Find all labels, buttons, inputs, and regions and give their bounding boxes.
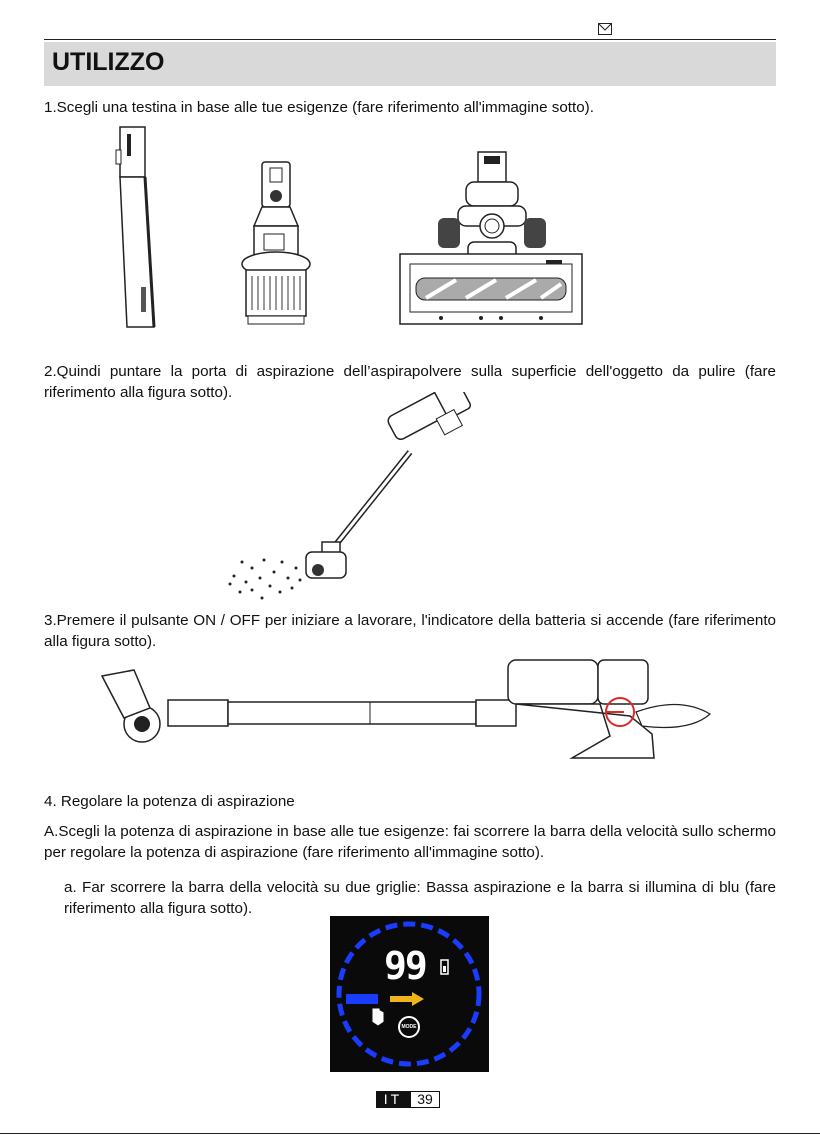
footer-rule xyxy=(0,1133,820,1134)
speed-bar-low xyxy=(346,994,368,1004)
step-2-text: 2.Quindi puntare la porta di aspirazione dell’aspirapolvere sulla superficie dell'oggetto da pulire (fare riferimento alla figura sotto). xyxy=(44,363,776,401)
step-4-text: 4. Regolare la potenza di aspirazione xyxy=(44,793,295,810)
display-value: 99 xyxy=(384,944,426,988)
envelope-icon xyxy=(598,23,612,35)
hand-pointer-icon xyxy=(372,1008,384,1026)
floor-brush-illustration xyxy=(396,150,586,330)
speed-bar-arrow xyxy=(390,996,412,1002)
power-button-illustration xyxy=(90,656,730,768)
page-number-value: 39 xyxy=(410,1091,440,1108)
crevice-tool-illustration xyxy=(110,122,165,332)
vacuum-cleaning-illustration xyxy=(222,392,502,604)
step-3-text: 3.Premere il pulsante ON / OFF per iniziare a lavorare, l'indicatore della batteria si accende (fare riferimento alla figura sotto). xyxy=(44,612,776,650)
language-code: IT xyxy=(376,1091,410,1108)
section-title: UTILIZZO xyxy=(52,48,165,76)
display-ring xyxy=(330,916,489,1072)
mode-icon: MODE xyxy=(398,1016,420,1038)
header-rule xyxy=(44,39,776,40)
speed-display-image xyxy=(330,916,489,1072)
section-heading xyxy=(44,42,776,86)
step-1-text: 1.Scegli una testina in base alle tue esigenze (fare riferimento all'immagine sotto). xyxy=(44,99,594,116)
step-A-text: A.Scegli la potenza di aspirazione in base alle tue esigenze: fai scorrere la barra della velocità sullo schermo per regolare la potenza di aspirazione (fare riferimento all'immagine sotto). xyxy=(44,823,776,861)
step-a-text: a. Far scorrere la barra della velocità su due griglie: Bassa aspirazione e la barra si illumina di blu (fare riferimento alla figura sotto). xyxy=(64,879,776,917)
mini-brush-illustration xyxy=(240,158,315,330)
